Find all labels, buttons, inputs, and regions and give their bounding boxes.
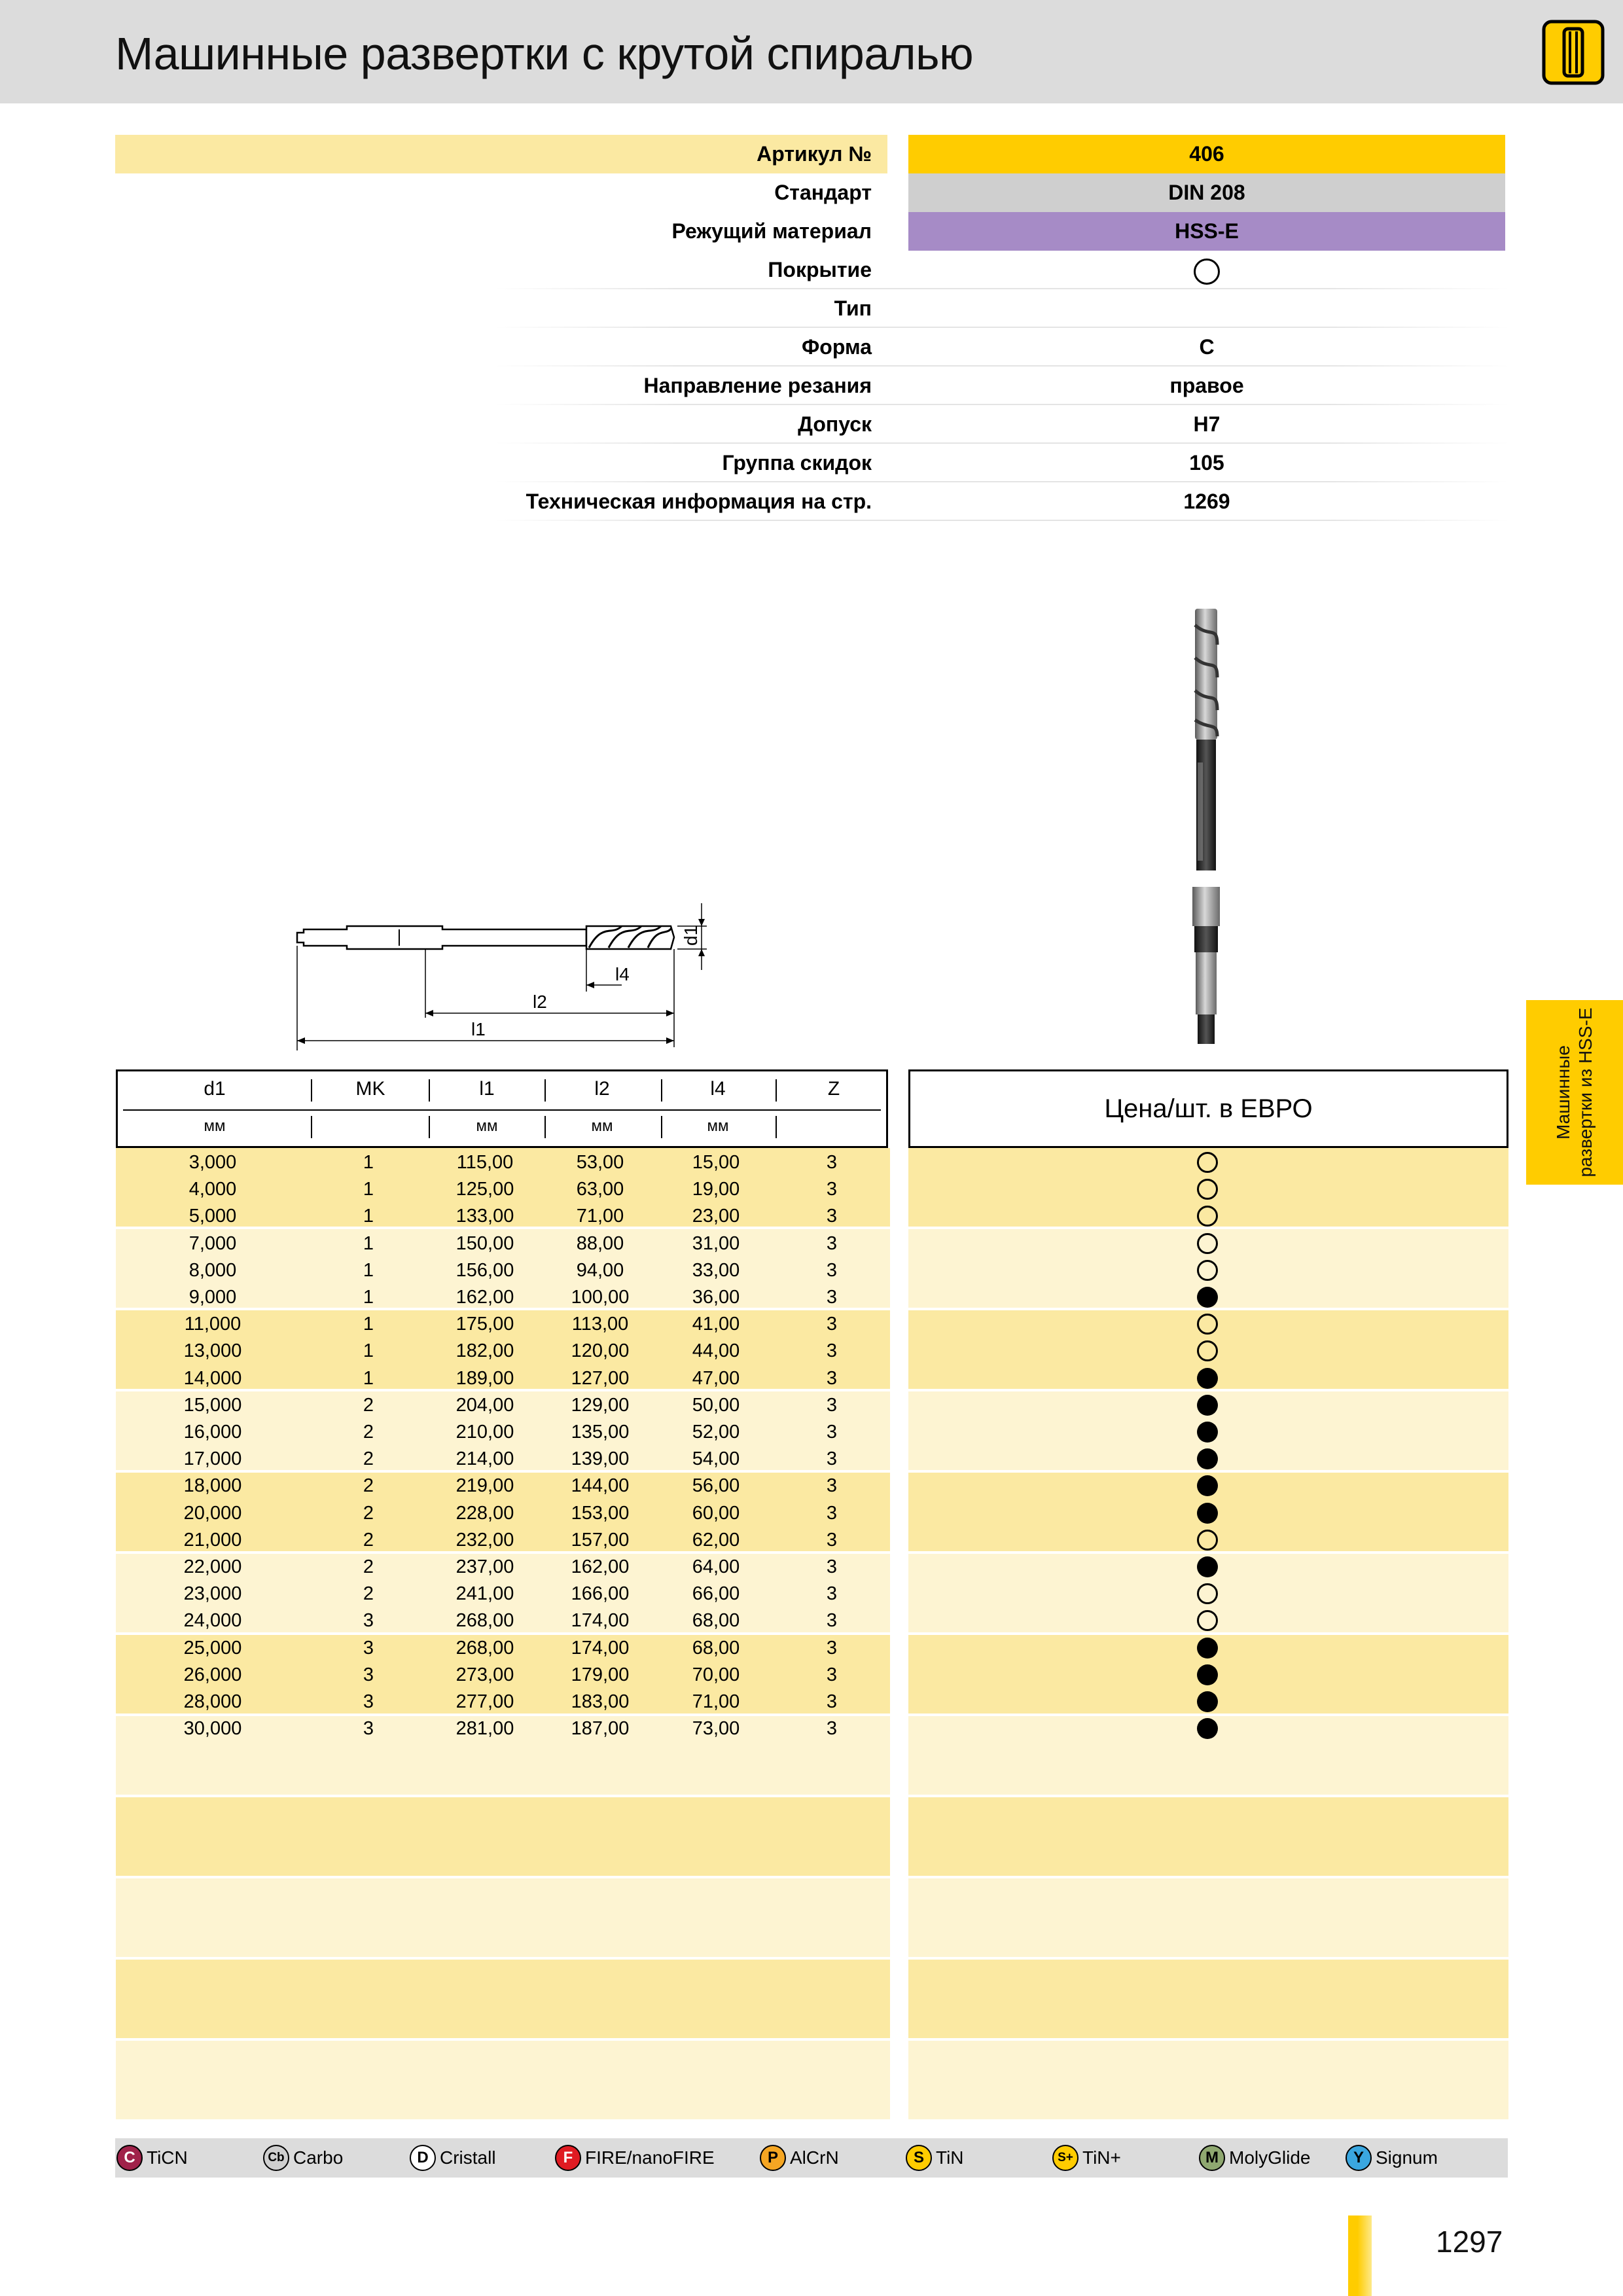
cell-l4: 41,00 [692,1314,740,1335]
cell-z: 3 [826,1583,838,1605]
cell-l4: 56,00 [692,1475,740,1497]
in-stock-dot-icon [1197,1556,1218,1577]
spec-value: C [1199,335,1215,359]
cell-l4: 15,00 [692,1152,740,1173]
reamer-logo-icon [1542,20,1605,85]
cell-d1: 25,000 [183,1637,242,1659]
legend-item [263,2145,343,2171]
cell-z: 3 [826,1179,838,1200]
cell-d1: 30,000 [183,1718,242,1740]
legend-label: MolyGlide [1229,2147,1311,2168]
cell-d1: 21,000 [183,1529,242,1551]
cell-z: 3 [826,1502,838,1524]
cell-mk: 2 [363,1502,374,1524]
cell-z: 3 [826,1314,838,1335]
section-side-tab[interactable] [1526,1000,1623,1185]
cell-d1: 7,000 [188,1232,237,1254]
page-number-bar [1348,2215,1372,2296]
cell-l2: 113,00 [571,1314,629,1335]
cell-d1: 4,000 [188,1179,237,1200]
coating-y-icon: Y [1346,2145,1372,2171]
cell-l4: 19,00 [692,1179,740,1200]
column-separator [661,1079,662,1102]
cell-z: 3 [826,1475,838,1497]
cell-l1: 210,00 [455,1422,514,1443]
legend-label: TiN+ [1082,2147,1121,2168]
spec-label: Направление резания [643,374,872,397]
cell-l2: 53,00 [576,1152,624,1173]
legend-item [760,2145,839,2171]
cell-l4: 23,00 [692,1206,740,1227]
cell-l1: 156,00 [455,1259,514,1281]
cell-d1: 15,000 [183,1394,242,1416]
table-row [116,1581,890,1607]
spec-row [115,251,1505,289]
table-row [116,1149,890,1176]
cell-d1: 23,000 [183,1583,242,1605]
cell-z: 3 [826,1448,838,1470]
cell-l4: 52,00 [692,1422,740,1443]
table-row [116,1500,890,1527]
in-stock-dot-icon [1197,1395,1218,1416]
legend-item [116,2145,188,2171]
column-header-l2: l2 [594,1078,610,1100]
cell-d1: 17,000 [183,1448,242,1470]
cell-mk: 2 [363,1556,374,1577]
cell-z: 3 [826,1287,838,1308]
cell-l2: 166,00 [571,1583,630,1605]
cell-mk: 1 [363,1152,374,1173]
cell-z: 3 [826,1367,838,1389]
table-row [116,1392,890,1419]
cell-mk: 2 [363,1529,374,1551]
cell-z: 3 [826,1259,838,1281]
dim-label-l1: l1 [471,1019,486,1039]
spec-row [115,405,1505,444]
table-row [116,1230,890,1257]
cell-d1: 20,000 [183,1502,242,1524]
cell-l2: 144,00 [571,1475,630,1497]
dimension-table-header [116,1069,888,1148]
table-row [116,1284,890,1311]
cell-mk: 3 [363,1664,374,1685]
cell-l1: 115,00 [456,1152,514,1173]
spec-label: Техническая информация на стр. [526,490,872,513]
cell-l2: 129,00 [571,1394,630,1416]
cell-l2: 139,00 [571,1448,630,1470]
header-divider [123,1109,881,1111]
spec-value: 406 [908,135,1505,173]
cell-d1: 13,000 [183,1340,242,1362]
on-request-circle-icon [1197,1179,1218,1200]
cell-l1: 273,00 [455,1664,514,1685]
in-stock-dot-icon [1197,1287,1218,1308]
column-unit: мм [707,1117,729,1135]
spec-value: HSS-E [908,212,1505,251]
cell-mk: 1 [363,1232,374,1254]
cell-z: 3 [826,1556,838,1577]
on-request-circle-icon [1197,1314,1218,1335]
column-unit: мм [204,1117,226,1135]
spec-row [115,212,1505,251]
legend-label: Carbo [293,2147,344,2168]
column-separator [544,1079,546,1102]
spec-row [115,367,1505,405]
cell-z: 3 [826,1206,838,1227]
column-separator [661,1116,662,1138]
row-group-band [908,1960,1508,2038]
cell-l1: 189,00 [455,1367,514,1389]
spec-row [115,444,1505,482]
column-separator [776,1116,777,1138]
row-group-band [116,1797,890,1876]
legend-label: TiN [936,2147,964,2168]
cell-mk: 3 [363,1610,374,1632]
column-header-l4: l4 [710,1078,726,1100]
table-row [116,1338,890,1365]
cell-l2: 187,00 [571,1718,630,1740]
cell-d1: 3,000 [188,1152,237,1173]
column-separator [429,1116,430,1138]
side-tab-line2: развертки из HSS-E [1575,1007,1596,1177]
cell-mk: 3 [363,1718,374,1740]
cell-d1: 14,000 [183,1367,242,1389]
cell-d1: 22,000 [183,1556,242,1577]
cell-l1: 281,00 [455,1718,514,1740]
cell-z: 3 [826,1394,838,1416]
spec-label: Покрытие [768,258,872,281]
column-separator [311,1116,312,1138]
coating-splus-icon: S+ [1052,2145,1079,2171]
cell-l4: 71,00 [692,1691,740,1712]
coating-cb-icon: Cb [263,2145,289,2171]
legend-label: Cristall [440,2147,496,2168]
coating-s-icon: S [906,2145,932,2171]
cell-l2: 71,00 [576,1206,624,1227]
cell-mk: 1 [363,1179,374,1200]
on-request-circle-icon [1197,1152,1218,1173]
cell-l2: 100,00 [571,1287,630,1308]
cell-l1: 241,00 [455,1583,514,1605]
reamer-photo [1183,605,1229,1057]
cell-mk: 1 [363,1367,374,1389]
row-group-band [116,1878,890,1957]
cell-l1: 204,00 [455,1394,514,1416]
cell-mk: 2 [363,1394,374,1416]
coating-legend [115,2138,1508,2178]
page-number: 1297 [1436,2225,1503,2259]
coating-m-icon: M [1199,2145,1225,2171]
cell-z: 3 [826,1422,838,1443]
column-header-z: Z [827,1078,840,1100]
page-header [0,0,1623,103]
table-row [116,1715,890,1742]
spec-label: Допуск [798,412,872,436]
cell-mk: 2 [363,1448,374,1470]
table-row [116,1176,890,1203]
price-header: Цена/шт. в ЕВРО [908,1069,1508,1148]
table-row [116,1419,890,1446]
cell-l1: 277,00 [455,1691,514,1712]
cell-z: 3 [826,1637,838,1659]
row-group-band [116,2041,890,2119]
spec-label: Группа скидок [722,451,872,475]
cell-l2: 174,00 [571,1637,630,1659]
legend-item [1052,2145,1121,2171]
cell-l1: 182,00 [455,1340,514,1362]
spec-value: правое [1169,374,1244,397]
column-header-l1: l1 [479,1078,495,1100]
spec-value: DIN 208 [908,173,1505,212]
cell-mk: 2 [363,1583,374,1605]
cell-l2: 88,00 [576,1232,624,1254]
page-title: Машинные развертки с крутой спиралью [115,28,974,79]
cell-mk: 2 [363,1475,374,1497]
cell-l4: 54,00 [692,1448,740,1470]
column-unit: мм [591,1117,613,1135]
coating-d-icon: D [410,2145,436,2171]
on-request-circle-icon [1197,1530,1218,1551]
cell-l2: 135,00 [571,1422,630,1443]
in-stock-dot-icon [1197,1718,1218,1739]
cell-l1: 125,00 [455,1179,514,1200]
cell-l2: 127,00 [571,1367,630,1389]
cell-l4: 62,00 [692,1529,740,1551]
table-row [116,1689,890,1715]
legend-label: TiCN [147,2147,188,2168]
cell-l1: 133,00 [455,1206,514,1227]
on-request-circle-icon [1197,1583,1218,1604]
table-row [116,1257,890,1284]
cell-l2: 120,00 [571,1340,630,1362]
cell-d1: 5,000 [188,1206,237,1227]
dim-label-d1: d1 [681,925,701,946]
column-separator [311,1079,312,1102]
cell-l1: 219,00 [455,1475,514,1497]
cell-l4: 36,00 [692,1287,740,1308]
table-row [116,1635,890,1662]
spec-label: Артикул № [115,135,887,173]
cell-z: 3 [826,1664,838,1685]
cell-d1: 9,000 [188,1287,237,1308]
spec-label: Стандарт [774,181,872,204]
on-request-circle-icon [1197,1260,1218,1281]
dim-label-l4: l4 [615,964,630,984]
row-group-band [908,1797,1508,1876]
cell-d1: 28,000 [183,1691,242,1712]
spec-table [115,135,1505,521]
spec-row [115,328,1505,367]
spec-value: 105 [1189,451,1224,475]
coating-none-icon [1194,259,1220,285]
cell-z: 3 [826,1718,838,1740]
cell-mk: 1 [363,1206,374,1227]
column-separator [429,1079,430,1102]
cell-mk: 1 [363,1287,374,1308]
cell-d1: 16,000 [183,1422,242,1443]
spec-label: Тип [834,296,872,320]
cell-l1: 268,00 [455,1610,514,1632]
cell-l2: 179,00 [571,1664,630,1685]
cell-l2: 153,00 [571,1502,630,1524]
cell-l4: 73,00 [692,1718,740,1740]
table-row [116,1662,890,1689]
spec-row [115,173,1505,212]
cell-l4: 44,00 [692,1340,740,1362]
cell-l4: 60,00 [692,1502,740,1524]
cell-l2: 174,00 [571,1610,630,1632]
cell-l1: 150,00 [455,1232,514,1254]
spec-row-divider [495,520,1509,521]
in-stock-dot-icon [1197,1422,1218,1443]
cell-l1: 228,00 [455,1502,514,1524]
cell-d1: 11,000 [184,1314,241,1335]
cell-z: 3 [826,1340,838,1362]
cell-l1: 237,00 [455,1556,514,1577]
cell-mk: 1 [363,1259,374,1281]
cell-d1: 8,000 [188,1259,237,1281]
cell-mk: 3 [363,1637,374,1659]
on-request-circle-icon [1197,1233,1218,1254]
cell-l4: 66,00 [692,1583,740,1605]
cell-z: 3 [826,1691,838,1712]
cell-l4: 31,00 [692,1232,740,1254]
spec-row [115,482,1505,521]
in-stock-dot-icon [1197,1503,1218,1524]
column-separator [776,1079,777,1102]
cell-l1: 175,00 [455,1314,514,1335]
spec-value: H7 [1193,412,1221,436]
legend-item [1346,2145,1438,2171]
column-unit: мм [476,1117,498,1135]
cell-l2: 183,00 [571,1691,630,1712]
table-row [116,1203,890,1230]
table-row [116,1365,890,1392]
side-tab-line1: Машинные [1553,1045,1573,1139]
column-separator [544,1116,546,1138]
cell-l2: 63,00 [576,1179,624,1200]
spec-label: Форма [801,335,872,359]
spec-row [115,135,1505,173]
legend-label: Signum [1376,2147,1438,2168]
cell-mk: 1 [363,1314,374,1335]
spec-label: Режущий материал [671,219,872,243]
legend-label: AlCrN [790,2147,839,2168]
spec-value [908,289,1505,328]
side-tab-label [1552,1007,1597,1177]
spec-value [908,251,1505,289]
cell-d1: 26,000 [183,1664,242,1685]
table-row [116,1473,890,1499]
cell-mk: 3 [363,1691,374,1712]
coating-f-icon: F [555,2145,581,2171]
table-row [116,1527,890,1554]
spec-value: 1269 [1183,490,1230,513]
cell-l2: 162,00 [571,1556,630,1577]
reamer-dimension-drawing [288,897,733,1057]
cell-l4: 68,00 [692,1637,740,1659]
column-header-mk: MK [355,1078,385,1100]
legend-item [555,2145,715,2171]
cell-l2: 94,00 [576,1259,624,1281]
row-group-band [908,1878,1508,1957]
cell-l4: 50,00 [692,1394,740,1416]
cell-l2: 157,00 [571,1529,630,1551]
legend-item [410,2145,496,2171]
cell-l1: 232,00 [455,1529,514,1551]
dim-label-l2: l2 [533,992,547,1012]
cell-z: 3 [826,1152,838,1173]
cell-l4: 64,00 [692,1556,740,1577]
row-group-band [116,1960,890,2038]
legend-label: FIRE/nanoFIRE [585,2147,715,2168]
cell-l4: 33,00 [692,1259,740,1281]
table-row [116,1607,890,1634]
cell-z: 3 [826,1232,838,1254]
cell-d1: 24,000 [183,1610,242,1632]
cell-l4: 47,00 [692,1367,740,1389]
cell-mk: 1 [363,1340,374,1362]
in-stock-dot-icon [1197,1664,1218,1685]
in-stock-dot-icon [1197,1691,1218,1712]
coating-p-icon: P [760,2145,786,2171]
legend-item [1199,2145,1310,2171]
column-header-d1: d1 [204,1078,226,1100]
cell-l1: 162,00 [455,1287,514,1308]
table-row [116,1554,890,1581]
in-stock-dot-icon [1197,1448,1218,1469]
in-stock-dot-icon [1197,1368,1218,1389]
table-row [116,1311,890,1338]
in-stock-dot-icon [1197,1638,1218,1659]
cell-l1: 268,00 [455,1637,514,1659]
cell-z: 3 [826,1529,838,1551]
cell-l4: 70,00 [692,1664,740,1685]
cell-d1: 18,000 [183,1475,242,1497]
cell-z: 3 [826,1610,838,1632]
legend-item [906,2145,964,2171]
spec-row [115,289,1505,328]
cell-mk: 2 [363,1422,374,1443]
coating-c-icon: C [116,2145,143,2171]
cell-l1: 214,00 [455,1448,514,1470]
table-row [116,1446,890,1473]
cell-l4: 68,00 [692,1610,740,1632]
row-group-band [908,2041,1508,2119]
